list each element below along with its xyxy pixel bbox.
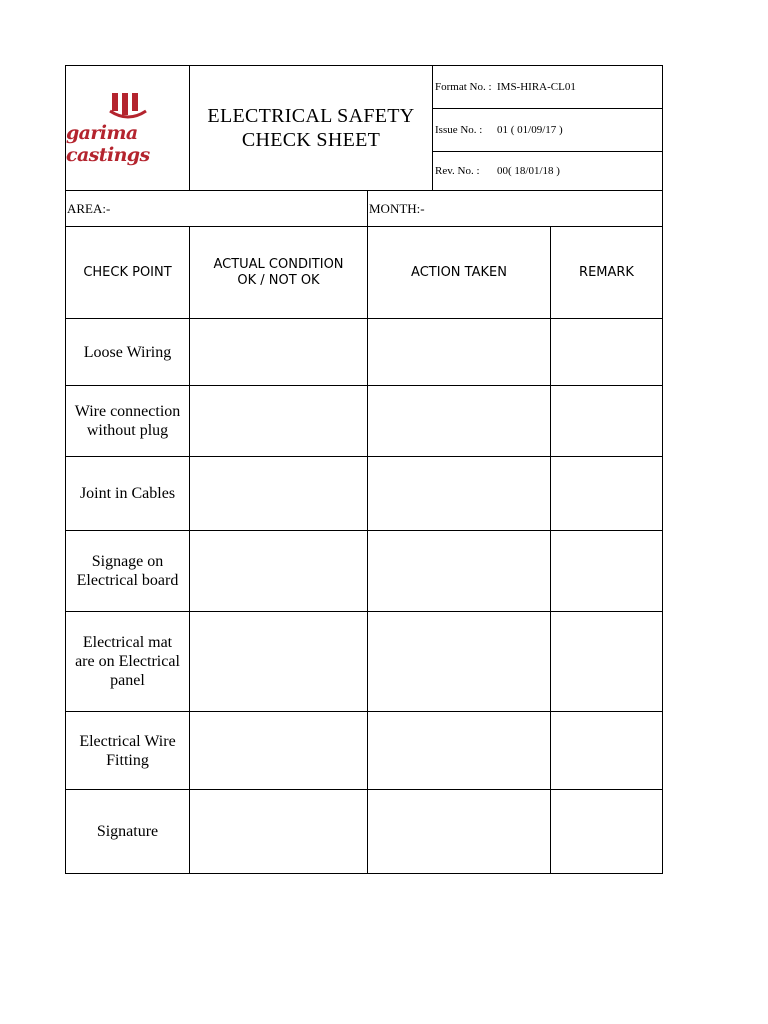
remark-cell[interactable] <box>550 711 663 790</box>
month-label: MONTH:- <box>369 200 425 216</box>
check-point-joint-in-cables: Joint in Cables <box>65 456 190 531</box>
issue-no-label: Issue No. : <box>435 124 483 136</box>
header-remark: REMARK <box>550 226 663 319</box>
check-point-wire-connection: Wire connection without plug <box>65 385 190 457</box>
remark-cell[interactable] <box>550 611 663 712</box>
brand-name: garima castings <box>66 121 150 166</box>
signature-cell[interactable] <box>550 789 663 874</box>
actual-condition-cell[interactable] <box>189 385 368 457</box>
issue-no-field <box>432 108 663 152</box>
rev-no-label: Rev. No. : <box>435 165 480 177</box>
action-taken-cell[interactable] <box>367 385 551 457</box>
rev-no-field <box>432 151 663 191</box>
rev-no-value: 00( 18/01/18 ) <box>497 165 560 177</box>
check-point-signature: Signature <box>65 789 190 874</box>
format-no-value: IMS-HIRA-CL01 <box>497 81 576 93</box>
check-point-electrical-mat: Electrical mat are on Electrical panel <box>65 611 190 712</box>
header-actual-condition <box>189 226 368 319</box>
format-no-label: Format No. : <box>435 81 492 93</box>
remark-cell[interactable] <box>550 318 663 386</box>
area-field[interactable] <box>65 190 368 227</box>
action-taken-cell[interactable] <box>367 611 551 712</box>
title-cell <box>189 65 433 191</box>
area-label: AREA:- <box>67 200 111 216</box>
title-line-2: CHECK SHEET <box>241 129 381 151</box>
issue-no-value: 01 ( 01/09/17 ) <box>497 124 563 136</box>
remark-cell[interactable] <box>550 456 663 531</box>
signature-cell[interactable] <box>367 789 551 874</box>
check-sheet <box>65 65 663 874</box>
month-field[interactable] <box>367 190 663 227</box>
header-check-point: CHECK POINT <box>65 226 190 319</box>
document-title <box>207 104 414 152</box>
actual-condition-cell[interactable] <box>189 611 368 712</box>
check-point-loose-wiring: Loose Wiring <box>65 318 190 386</box>
check-point-wire-fitting: Electrical Wire Fitting <box>65 711 190 790</box>
actual-condition-cell[interactable] <box>189 318 368 386</box>
remark-cell[interactable] <box>550 385 663 457</box>
company-logo-icon <box>108 91 148 121</box>
remark-cell[interactable] <box>550 530 663 612</box>
header-action-taken: ACTION TAKEN <box>367 226 551 319</box>
actual-condition-cell[interactable] <box>189 456 368 531</box>
signature-cell[interactable] <box>189 789 368 874</box>
header-actual-condition-line-2: OK / NOT OK <box>237 272 320 288</box>
format-no-field <box>432 65 663 109</box>
header-actual-condition-line-1: ACTUAL CONDITION <box>213 256 344 272</box>
title-line-1: ELECTRICAL SAFETY <box>207 105 415 127</box>
action-taken-cell[interactable] <box>367 318 551 386</box>
check-point-signage: Signage on Electrical board <box>65 530 190 612</box>
actual-condition-cell[interactable] <box>189 530 368 612</box>
action-taken-cell[interactable] <box>367 711 551 790</box>
logo-cell <box>65 65 190 191</box>
action-taken-cell[interactable] <box>367 456 551 531</box>
action-taken-cell[interactable] <box>367 530 551 612</box>
actual-condition-cell[interactable] <box>189 711 368 790</box>
